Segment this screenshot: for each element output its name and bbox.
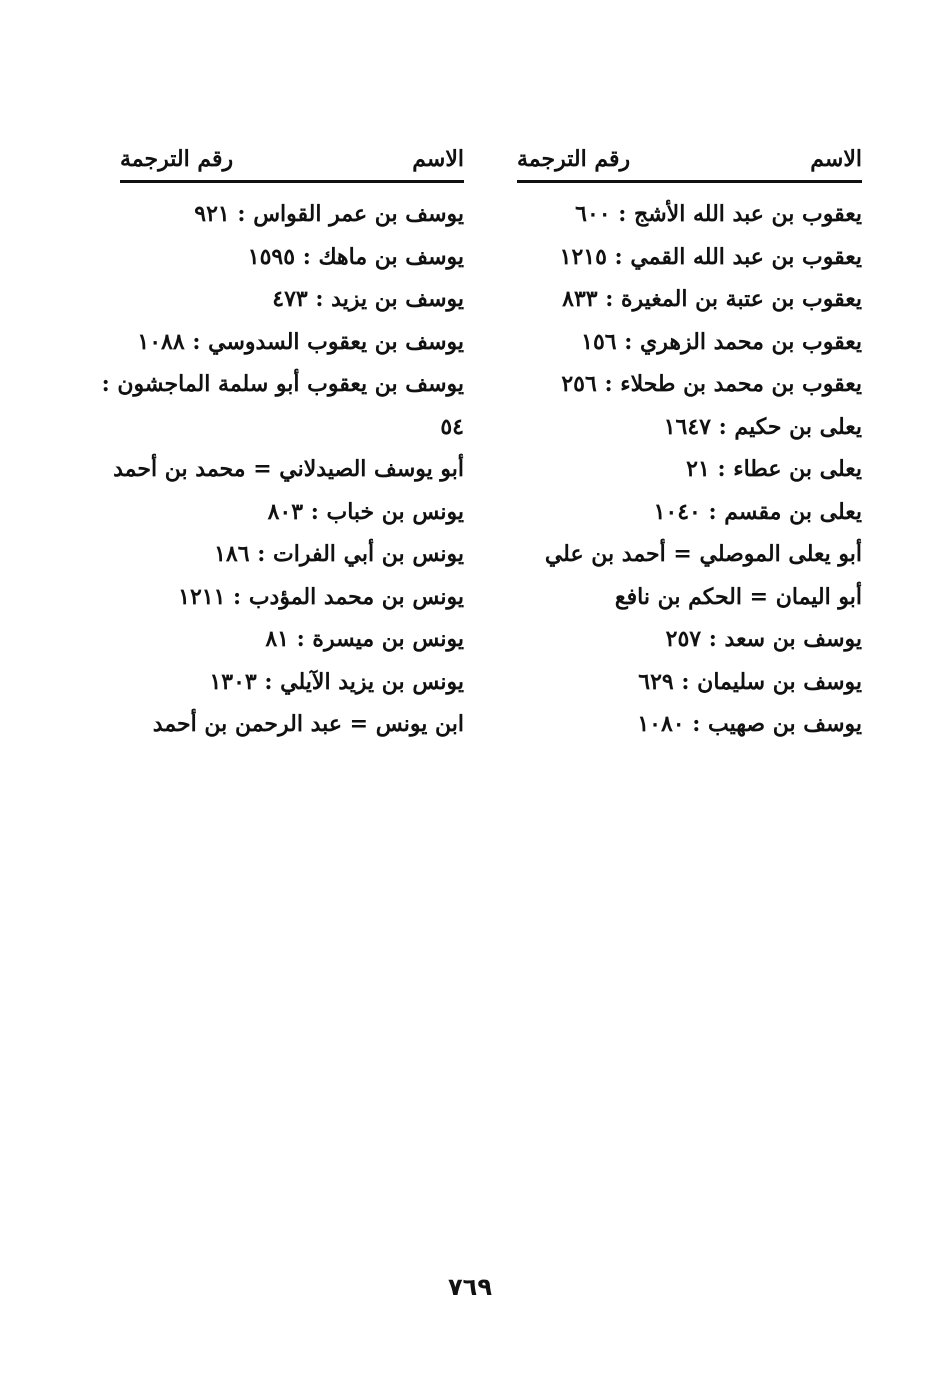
index-entry: يعقوب بن عبد الله الأشج : ٦٠٠ (575, 201, 862, 227)
index-entry: يعلى بن عطاء : ٢١ (686, 456, 862, 482)
index-entry: يعلى بن مقسم : ١٠٤٠ (653, 498, 862, 525)
right-index-column (517, 130, 862, 746)
index-entry: يوسف بن عمر القواس : ٩٢١ (194, 201, 464, 227)
left-entry-list (101, 193, 464, 746)
index-entry: يعقوب بن عبد الله القمي : ١٢١٥ (559, 243, 862, 270)
index-entry: يونس بن ميسرة : ٨١ (265, 626, 464, 652)
index-entry: يونس بن أبي الفرات : ١٨٦ (214, 541, 464, 567)
index-entry: يونس بن محمد المؤدب : ١٢١١ (178, 583, 464, 610)
index-entry: يونس بن يزيد الآيلي : ١٣٠٣ (209, 668, 464, 695)
index-entry: يعلى بن حكيم : ١٦٤٧ (663, 413, 862, 440)
cross-reference-entry: أبو يعلى الموصلي = أحمد بن علي (544, 541, 862, 567)
name-column-heading: الاسم (412, 146, 464, 172)
index-entry: يعقوب بن عتبة بن المغيرة : ٨٣٣ (562, 286, 862, 312)
index-entry-number-continuation: ٥٤ (440, 413, 464, 440)
translation-number-heading: رقم الترجمة (517, 146, 631, 172)
left-header-rule (120, 180, 464, 183)
index-entry: يوسف بن سليمان : ٦٢٩ (638, 668, 862, 695)
index-entry: يعقوب بن محمد الزهري : ١٥٦ (581, 328, 862, 355)
page-number: ٧٦٩ (448, 1273, 492, 1301)
cross-reference-entry: أبو يوسف الصيدلاني = محمد بن أحمد (113, 456, 464, 482)
index-entry: يوسف بن ماهك : ١٥٩٥ (247, 243, 464, 270)
left-column-header (120, 130, 464, 170)
right-entry-list (517, 193, 862, 746)
name-column-heading: الاسم (810, 146, 862, 172)
index-entry: يوسف بن يزيد : ٤٧٣ (272, 286, 464, 312)
wrapped-index-entry: يوسف بن يعقوب أبو سلمة الماجشون : (101, 371, 464, 397)
cross-reference-entry: ابن يونس = عبد الرحمن بن أحمد (152, 711, 464, 737)
index-entry: يوسف بن صهيب : ١٠٨٠ (637, 711, 862, 737)
index-entry: يوسف بن يعقوب السدوسي : ١٠٨٨ (137, 328, 464, 355)
left-index-column (101, 130, 464, 746)
translation-number-heading: رقم الترجمة (120, 146, 234, 172)
cross-reference-entry: أبو اليمان = الحكم بن نافع (614, 583, 862, 610)
right-column-header (517, 130, 862, 170)
right-header-rule (517, 180, 862, 183)
index-entry: يعقوب بن محمد بن طحلاء : ٢٥٦ (561, 371, 862, 397)
index-entry: يوسف بن سعد : ٢٥٧ (665, 626, 862, 652)
index-entry: يونس بن خباب : ٨٠٣ (267, 498, 464, 525)
